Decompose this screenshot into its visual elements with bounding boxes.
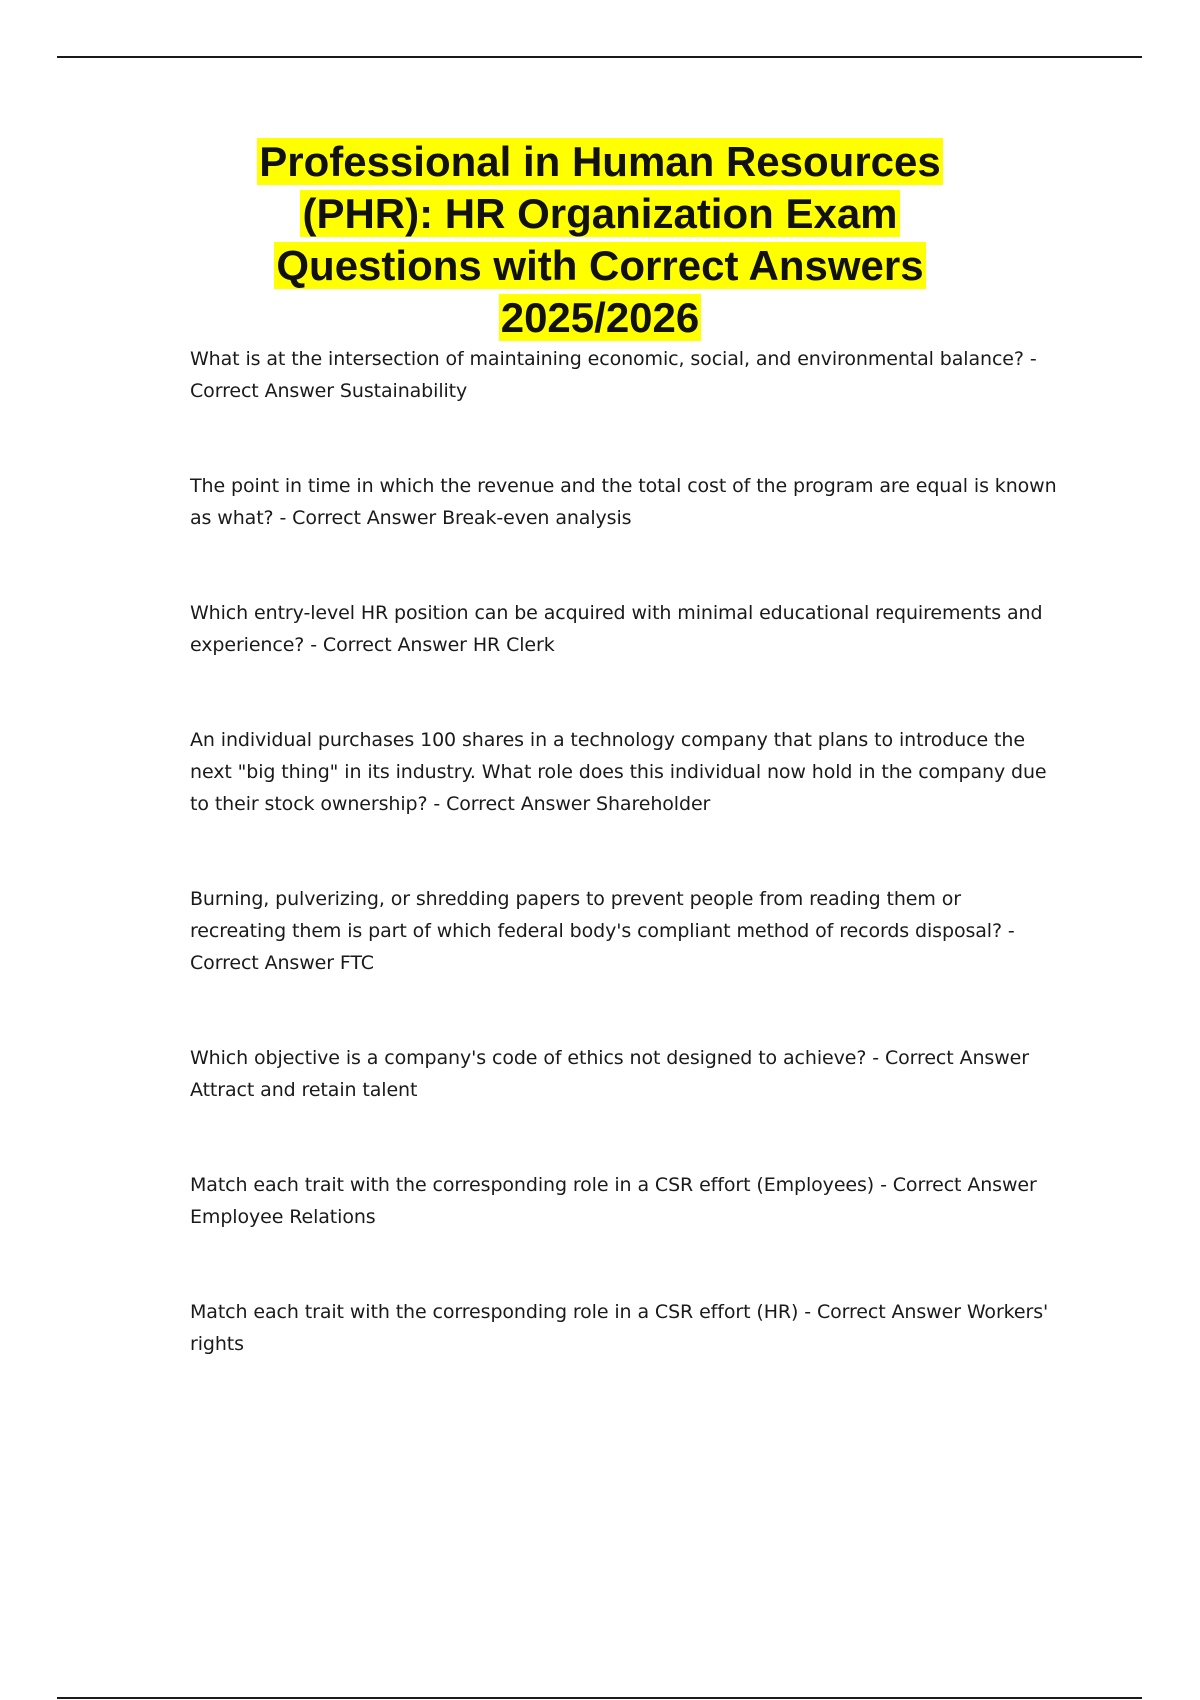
answer-text: Employee Relations (190, 1206, 376, 1228)
qa-list (190, 343, 1060, 1360)
answer-separator: - Correct Answer (427, 793, 597, 815)
answer-text: Sustainability (339, 380, 468, 402)
question-text: Which entry-level HR position can be acquired with minimal educational requirements and experience? (190, 602, 1043, 656)
question-text: Match each trait with the corresponding role in a CSR effort (HR) (190, 1301, 799, 1323)
question-text: Burning, pulverizing, or shredding papers to prevent people from reading them or recreating them is part of which federal body's compliant method of records disposal? (190, 888, 1002, 942)
question-text: The point in time in which the revenue and the total cost of the program are equal is known as what? (190, 475, 1057, 529)
qa-item (190, 470, 1060, 534)
answer-separator: - Correct Answer (190, 348, 1037, 402)
answer-separator: - Correct Answer (798, 1301, 967, 1323)
qa-item (190, 1042, 1060, 1106)
question-text: Which objective is a company's code of ethics not designed to achieve? (190, 1047, 867, 1069)
answer-text: Break-even analysis (442, 507, 632, 529)
title-line: Questions with Correct Answers (276, 242, 924, 289)
qa-item (190, 1169, 1060, 1233)
answer-separator: - Correct Answer (874, 1174, 1037, 1196)
top-rule (57, 56, 1142, 58)
bottom-rule (57, 1697, 1142, 1699)
answer-text: Workers' rights (190, 1301, 1049, 1355)
question-text: What is at the intersection of maintaining economic, social, and environmental balance? (190, 348, 1024, 370)
question-text: An individual purchases 100 shares in a technology company that plans to introduce the next "big thing" in its industry. What role does this individual now hold in the company due to their stock ownership? (190, 729, 1047, 815)
qa-item (190, 1296, 1060, 1360)
answer-text: FTC (339, 952, 374, 974)
answer-separator: - Correct Answer (304, 634, 473, 656)
qa-item (190, 883, 1060, 979)
title-line: (PHR): HR Organization Exam (302, 190, 898, 237)
question-text: Match each trait with the corresponding role in a CSR effort (Employees) (190, 1174, 875, 1196)
answer-separator: - Correct Answer (273, 507, 443, 529)
qa-item (190, 597, 1060, 661)
document-title (150, 136, 1050, 344)
answer-separator: - Correct Answer (866, 1047, 1029, 1069)
answer-text: Attract and retain talent (190, 1079, 418, 1101)
qa-item (190, 724, 1060, 820)
title-line: Professional in Human Resources (259, 138, 941, 185)
title-line: 2025/2026 (500, 294, 700, 341)
answer-text: HR Clerk (472, 634, 555, 656)
qa-item (190, 343, 1060, 407)
answer-text: Shareholder (596, 793, 711, 815)
answer-separator: - Correct Answer (190, 920, 1015, 974)
